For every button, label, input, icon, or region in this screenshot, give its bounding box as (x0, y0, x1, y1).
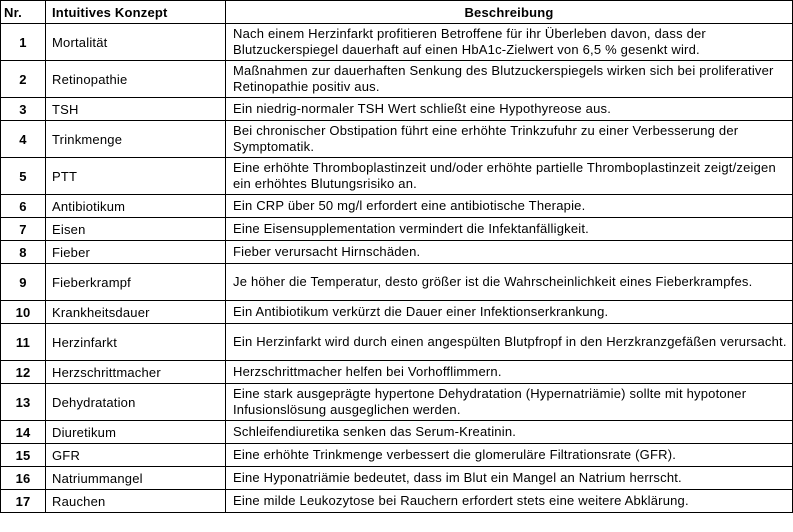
row-konzept: Eisen (46, 218, 226, 241)
row-nr: 16 (1, 467, 46, 490)
table-row (1, 241, 793, 264)
row-beschreibung: Bei chronischer Obstipation führt eine erhöhte Trinkzufuhr zu einer Verbesserung der Symptomatik. (226, 121, 793, 158)
row-beschreibung: Nach einem Herzinfarkt profitieren Betroffene für ihr Überleben davon, dass der Blutzuckerspiegel dauerhaft auf einen HbA1c-Zielwert von 6,5 % gesenkt wird. (226, 24, 793, 61)
row-konzept: TSH (46, 98, 226, 121)
header-konzept: Intuitives Konzept (46, 1, 226, 24)
row-nr: 6 (1, 195, 46, 218)
row-beschreibung: Je höher die Temperatur, desto größer ist die Wahrscheinlichkeit eines Fieberkrampfes. (226, 264, 793, 301)
row-konzept: Antibiotikum (46, 195, 226, 218)
row-beschreibung: Ein Herzinfarkt wird durch einen angespülten Blutpfropf in den Herzkranzgefäßen verursacht. (226, 324, 793, 361)
table-row (1, 490, 793, 513)
table-row (1, 264, 793, 301)
row-beschreibung: Maßnahmen zur dauerhaften Senkung des Blutzuckerspiegels wirken sich bei proliferativer Retinopathie positiv aus. (226, 61, 793, 98)
table-row (1, 301, 793, 324)
header-nr: Nr. (1, 1, 46, 24)
row-nr: 3 (1, 98, 46, 121)
row-nr: 13 (1, 384, 46, 421)
row-beschreibung: Eine erhöhte Trinkmenge verbessert die glomeruläre Filtrationsrate (GFR). (226, 444, 793, 467)
row-nr: 4 (1, 121, 46, 158)
table-row (1, 98, 793, 121)
row-nr: 7 (1, 218, 46, 241)
row-konzept: GFR (46, 444, 226, 467)
row-beschreibung: Ein Antibiotikum verkürzt die Dauer einer Infektionserkrankung. (226, 301, 793, 324)
row-beschreibung: Eine Hyponatriämie bedeutet, dass im Blut ein Mangel an Natrium herrscht. (226, 467, 793, 490)
row-konzept: Retinopathie (46, 61, 226, 98)
row-konzept: Diuretikum (46, 421, 226, 444)
header-beschreibung: Beschreibung (226, 1, 793, 24)
row-beschreibung: Eine stark ausgeprägte hypertone Dehydratation (Hypernatriämie) sollte mit hypotoner Infusionslösung ausgeglichen werden. (226, 384, 793, 421)
row-beschreibung: Eine erhöhte Thromboplastinzeit und/oder erhöhte partielle Thromboplastinzeit zeigt/zeigen ein erhöhtes Blutungsrisiko an. (226, 158, 793, 195)
row-beschreibung: Eine milde Leukozytose bei Rauchern erfordert stets eine weitere Abklärung. (226, 490, 793, 513)
table-header-row (1, 1, 793, 24)
table-row (1, 24, 793, 61)
table-row (1, 421, 793, 444)
table-row (1, 384, 793, 421)
row-beschreibung: Herzschrittmacher helfen bei Vorhofflimmern. (226, 361, 793, 384)
table-row (1, 444, 793, 467)
row-konzept: Fieber (46, 241, 226, 264)
row-beschreibung: Ein CRP über 50 mg/l erfordert eine antibiotische Therapie. (226, 195, 793, 218)
row-konzept: Rauchen (46, 490, 226, 513)
table-row (1, 61, 793, 98)
row-nr: 12 (1, 361, 46, 384)
row-nr: 14 (1, 421, 46, 444)
row-konzept: PTT (46, 158, 226, 195)
row-nr: 11 (1, 324, 46, 361)
table-row (1, 361, 793, 384)
row-konzept: Dehydratation (46, 384, 226, 421)
table-row (1, 158, 793, 195)
row-konzept: Mortalität (46, 24, 226, 61)
row-konzept: Natriummangel (46, 467, 226, 490)
row-beschreibung: Eine Eisensupplementation vermindert die Infektanfälligkeit. (226, 218, 793, 241)
row-nr: 17 (1, 490, 46, 513)
row-beschreibung: Fieber verursacht Hirnschäden. (226, 241, 793, 264)
row-konzept: Trinkmenge (46, 121, 226, 158)
row-konzept: Fieberkrampf (46, 264, 226, 301)
row-konzept: Herzinfarkt (46, 324, 226, 361)
row-nr: 15 (1, 444, 46, 467)
row-konzept: Krankheitsdauer (46, 301, 226, 324)
row-konzept: Herzschrittmacher (46, 361, 226, 384)
table-row (1, 218, 793, 241)
row-beschreibung: Schleifendiuretika senken das Serum-Kreatinin. (226, 421, 793, 444)
table-row (1, 195, 793, 218)
row-beschreibung: Ein niedrig-normaler TSH Wert schließt eine Hypothyreose aus. (226, 98, 793, 121)
table-row (1, 467, 793, 490)
row-nr: 8 (1, 241, 46, 264)
table-row (1, 121, 793, 158)
row-nr: 2 (1, 61, 46, 98)
row-nr: 5 (1, 158, 46, 195)
table-row (1, 324, 793, 361)
row-nr: 10 (1, 301, 46, 324)
row-nr: 1 (1, 24, 46, 61)
row-nr: 9 (1, 264, 46, 301)
